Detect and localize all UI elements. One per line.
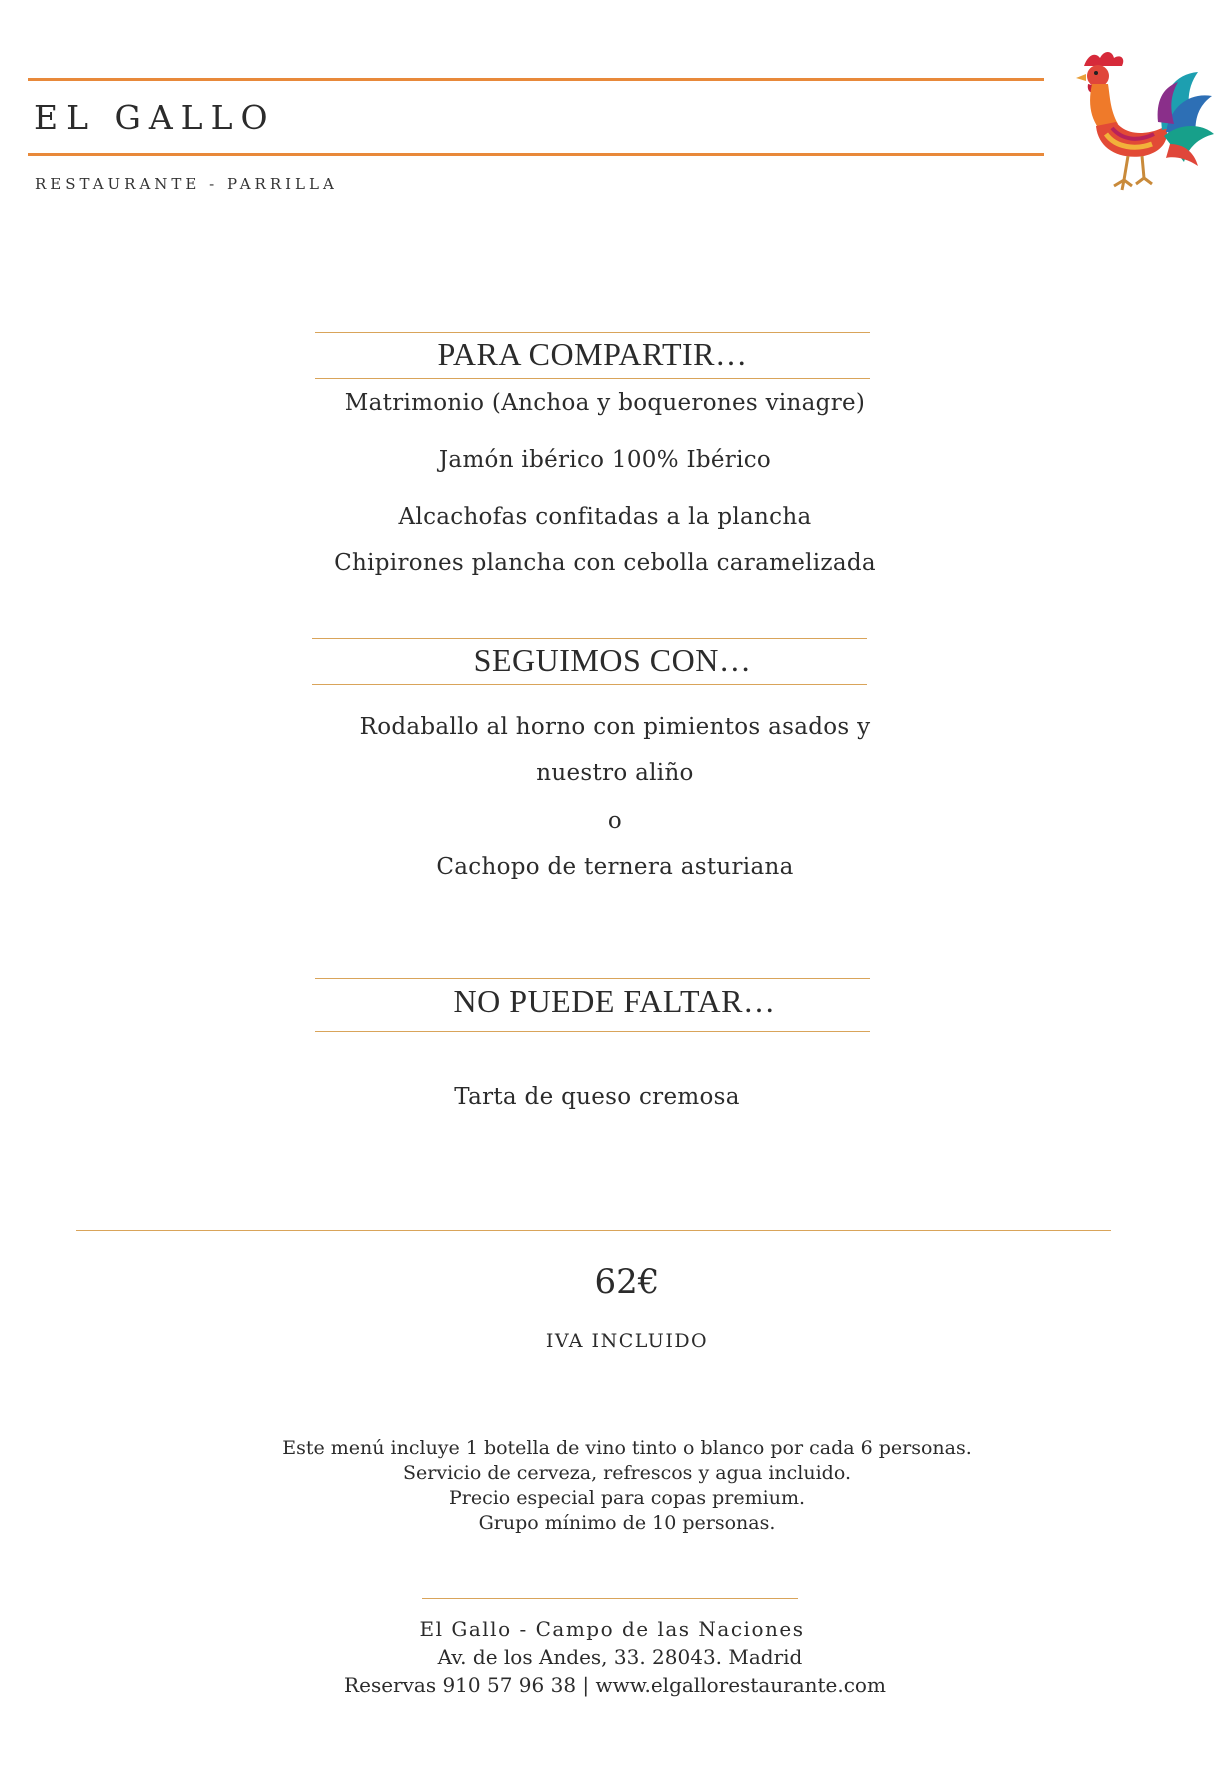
section-title-seguimos: SEGUIMOS CON…: [473, 642, 752, 678]
rooster-icon: [1066, 48, 1216, 192]
menu-item: Tarta de queso cremosa: [454, 1084, 740, 1110]
menu-item: Matrimonio (Anchoa y boquerones vinagre): [344, 390, 866, 416]
section-top-rule: [315, 978, 870, 979]
section-bottom-rule: [312, 684, 867, 685]
section-top-rule: [315, 332, 870, 333]
section-top-rule: [312, 638, 867, 639]
footer-address: Av. de los Andes, 33. 28043. Madrid: [437, 1645, 803, 1669]
note-line: Este menú incluye 1 botella de vino tinto o blanco por cada 6 personas.: [282, 1437, 972, 1459]
brand-name: EL GALLO: [34, 98, 276, 137]
menu-item: Alcachofas confitadas a la plancha: [398, 504, 812, 530]
header-top-rule: [28, 78, 1044, 81]
price-rule: [76, 1230, 1111, 1231]
header-bottom-rule: [28, 153, 1044, 156]
menu-notes: [227, 1436, 1027, 1536]
menu-item: Chipirones plancha con cebolla caramelizada: [334, 550, 876, 576]
footer-rule: [422, 1598, 798, 1599]
section-bottom-rule: [315, 378, 870, 379]
menu-price: 62€: [594, 1262, 660, 1302]
footer-contact[interactable]: Reservas 910 57 96 38 | www.elgallorestaurante.com: [344, 1673, 886, 1697]
section-title-no-puede-faltar: NO PUEDE FALTAR…: [453, 983, 776, 1019]
menu-item-separator: o: [607, 808, 623, 834]
tax-note: IVA INCLUIDO: [545, 1330, 709, 1352]
section-title-compartir: PARA COMPARTIR…: [437, 336, 748, 372]
menu-item: Rodaballo al horno con pimientos asados y: [359, 714, 871, 740]
note-line: Precio especial para copas premium.: [448, 1487, 806, 1509]
brand-tagline: RESTAURANTE - PARRILLA: [35, 175, 338, 193]
section-bottom-rule: [315, 1031, 870, 1032]
note-line: Grupo mínimo de 10 personas.: [478, 1512, 776, 1534]
menu-item: Cachopo de ternera asturiana: [436, 854, 794, 880]
note-line: Servicio de cerveza, refrescos y agua incluido.: [403, 1462, 851, 1484]
menu-item: nuestro aliño: [536, 760, 694, 786]
footer-location: El Gallo - Campo de las Naciones: [419, 1617, 805, 1641]
menu-item: Jamón ibérico 100% Ibérico: [438, 447, 772, 473]
